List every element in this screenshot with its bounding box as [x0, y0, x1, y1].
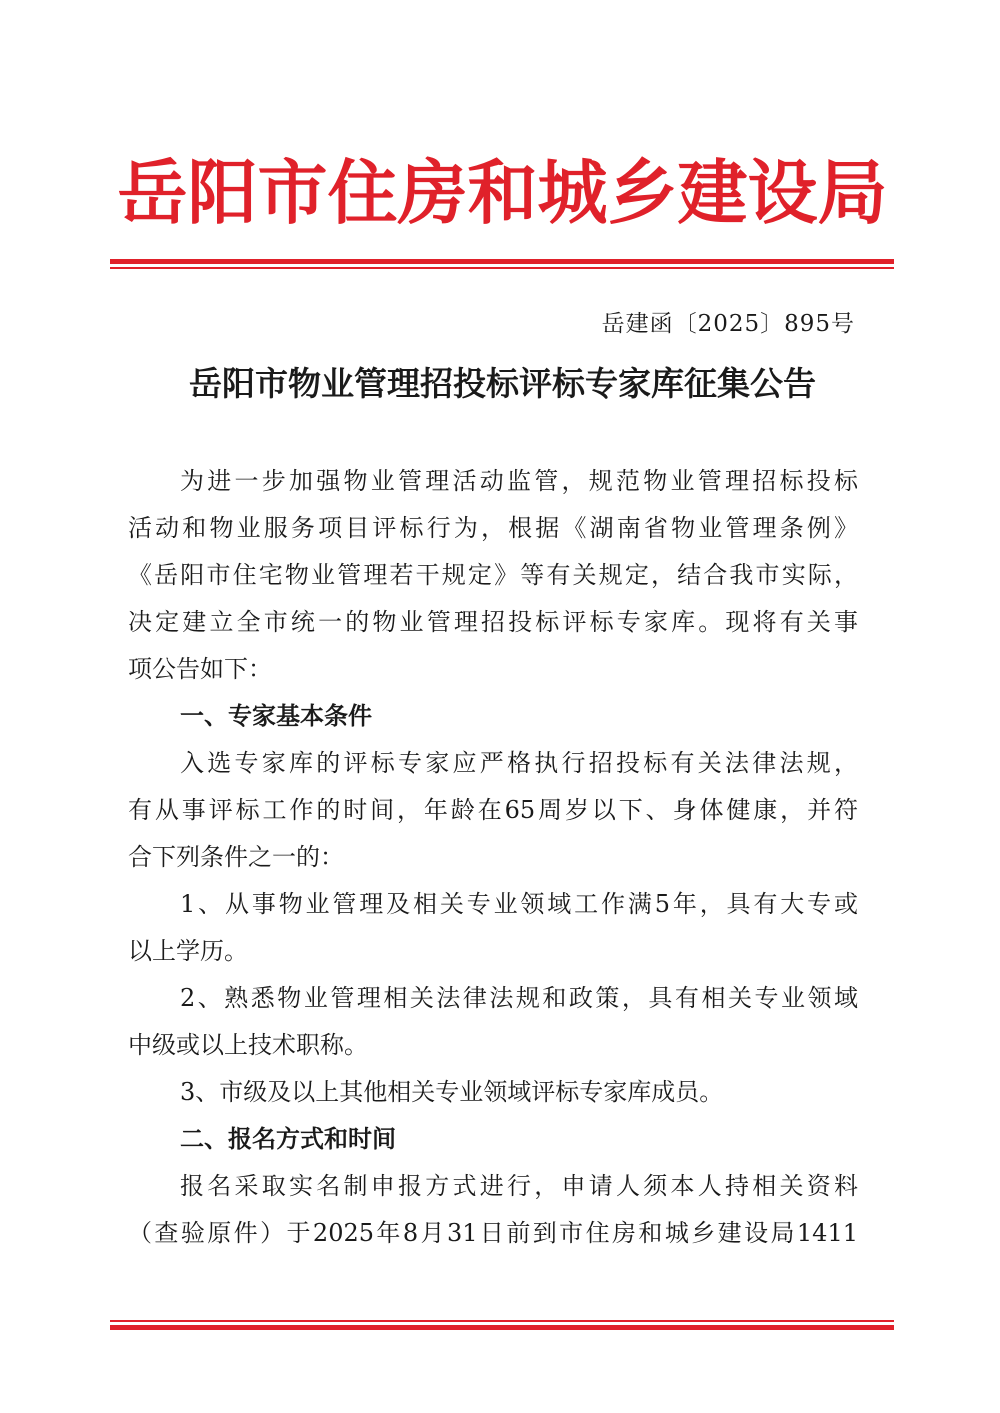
masthead-rule-thick [110, 259, 894, 264]
body-line: 以上学历。 [128, 937, 248, 965]
body-line: 项公告如下： [128, 655, 272, 683]
agency-masthead: 岳阳市住房和城乡建设局 [117, 152, 888, 234]
section-heading: 一、专家基本条件 [180, 702, 372, 730]
document-number: 岳建函〔2025〕895号 [601, 311, 855, 337]
body-line: 有从事评标工作的时间，年龄在65周岁以下、身体健康，并符 [128, 796, 858, 824]
body-line: 入选专家库的评标专家应严格执行招投标有关法律法规， [180, 749, 858, 777]
body-line: 活动和物业服务项目评标行为，根据《湖南省物业管理条例》 [128, 514, 858, 542]
body-line: 决定建立全市统一的物业管理招投标评标专家库。现将有关事 [128, 608, 858, 636]
section-heading: 二、报名方式和时间 [180, 1125, 396, 1153]
body-line: 《岳阳市住宅物业管理若干规定》等有关规定，结合我市实际， [128, 561, 858, 589]
body-line: 中级或以上技术职称。 [128, 1031, 368, 1059]
body-line: 1、从事物业管理及相关专业领域工作满5年，具有大专或 [180, 890, 858, 918]
masthead-rule-thin [110, 267, 894, 269]
body-line: 2、熟悉物业管理相关法律法规和政策，具有相关专业领域 [180, 984, 858, 1012]
body-line: 合下列条件之一的： [128, 843, 344, 871]
document-title: 岳阳市物业管理招投标评标专家库征集公告 [189, 364, 816, 403]
body-line: 为进一步加强物业管理活动监管，规范物业管理招标投标 [180, 467, 858, 495]
body-line: 3、市级及以上其他相关专业领域评标专家库成员。 [180, 1078, 724, 1106]
body-line: 报名采取实名制申报方式进行，申请人须本人持相关资料 [180, 1172, 858, 1200]
footer-rule-thick [110, 1325, 894, 1330]
footer-rule-thin [110, 1320, 894, 1322]
document-body [128, 458, 858, 1257]
body-line: （查验原件）于2025年8月31日前到市住房和城乡建设局1411 [128, 1219, 858, 1247]
